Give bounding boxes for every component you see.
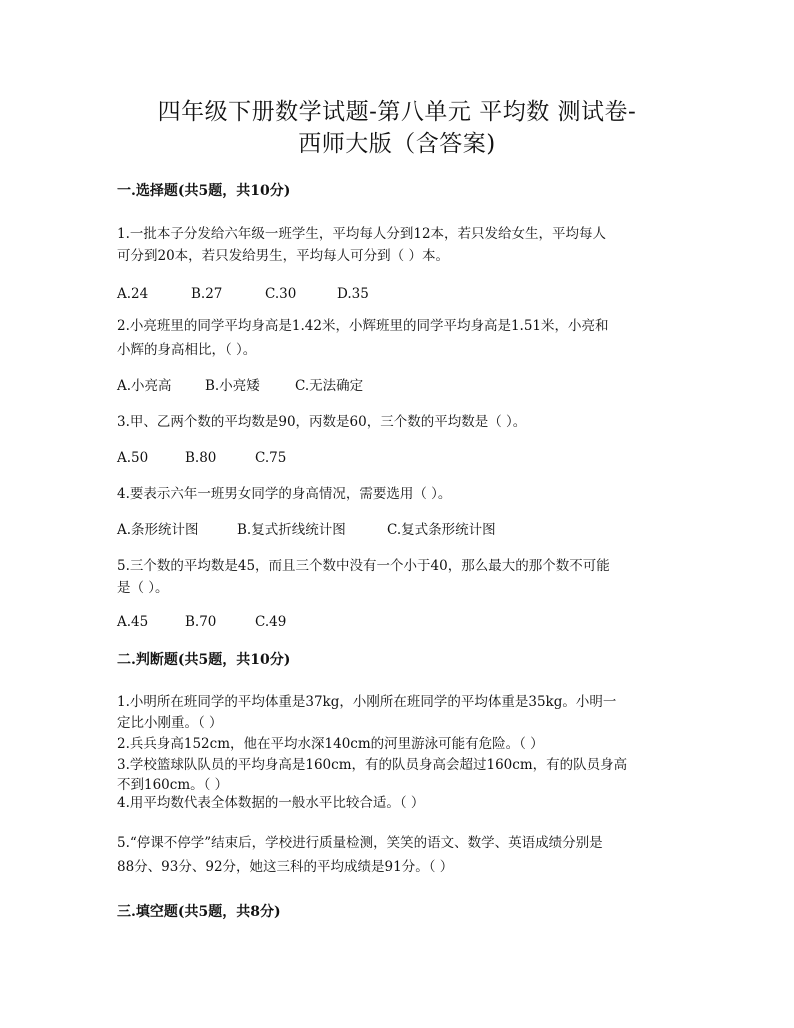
judge-question-2: 2.兵兵身高152cm，他在平均水深140cm的河里游泳可能有危险。（ ）: [117, 736, 544, 752]
option-c: C.30: [265, 286, 297, 302]
option-a: A.小亮高: [117, 378, 172, 394]
judge-question-1: 定比小刚重。（ ）: [117, 715, 223, 731]
option-b: B.小亮矮: [205, 378, 260, 394]
page-title-line2: 西师大版（含答案): [298, 131, 496, 157]
option-c: C.无法确定: [295, 378, 364, 394]
question-1-options: [117, 284, 369, 304]
option-c: C.49: [255, 614, 287, 630]
question-3-text: 3.甲、乙两个数的平均数是90，丙数是60，三个数的平均数是（ ）。: [117, 414, 527, 430]
option-b: B.70: [185, 614, 217, 630]
option-b: B.复式折线统计图: [237, 522, 346, 538]
question-2-text: 2.小亮班里的同学平均身高是1.42米，小辉班里的同学平均身高是1.51米，小亮和: [117, 318, 609, 334]
option-c: C.75: [255, 450, 287, 466]
question-1-text: 可分到20本，若只发给男生，平均每人可分到（ ）本。: [117, 248, 449, 264]
judge-question-5: 5.“停课不停学”结束后，学校进行质量检测，笑笑的语文、数学、英语成绩分别是: [117, 835, 603, 851]
question-5-options: [117, 612, 286, 632]
judge-question-1: 1.小明所在班同学的平均体重是37kg，小刚所在班同学的平均体重是35kg。小明一: [117, 694, 617, 710]
section-heading-judge: 二.判断题(共5题，共10分): [117, 652, 291, 668]
option-b: B.27: [191, 286, 223, 302]
option-a: A.50: [117, 450, 149, 466]
option-d: D.35: [337, 286, 369, 302]
option-a: A.45: [117, 614, 149, 630]
question-5-text: 5.三个数的平均数是45，而且三个数中没有一个小于40，那么最大的那个数不可能: [117, 558, 610, 574]
question-4-text: 4.要表示六年一班男女同学的身高情况，需要选用（ ）。: [117, 486, 452, 502]
section-heading-choice: 一.选择题(共5题，共10分): [117, 183, 291, 199]
option-b: B.80: [185, 450, 217, 466]
question-1-text: 1.一批本子分发给六年级一班学生，平均每人分到12本，若只发给女生，平均每人: [117, 226, 607, 242]
judge-question-4: 4.用平均数代表全体数据的一般水平比较合适。（ ）: [117, 795, 425, 811]
question-5-text: 是（ ）。: [117, 580, 169, 596]
question-2-text: 小辉的身高相比，（ ）。: [117, 342, 257, 358]
question-3-options: [117, 448, 286, 468]
question-2-options: [117, 376, 363, 396]
judge-question-3: 不到160cm。（ ）: [117, 777, 229, 793]
option-a: A.24: [117, 286, 149, 302]
question-4-options: [117, 520, 496, 540]
option-a: A.条形统计图: [117, 522, 199, 538]
page-title-line1: 四年级下册数学试题-第八单元 平均数 测试卷-: [157, 99, 637, 125]
judge-question-3: 3.学校篮球队队员的平均身高是160cm，有的队员身高会超过160cm，有的队员身高: [117, 757, 628, 773]
judge-question-5: 88分、93分、92分，她这三科的平均成绩是91分。（ ）: [117, 859, 454, 875]
section-heading-fill: 三.填空题(共5题，共8分): [117, 904, 281, 920]
option-c: C.复式条形统计图: [387, 522, 496, 538]
